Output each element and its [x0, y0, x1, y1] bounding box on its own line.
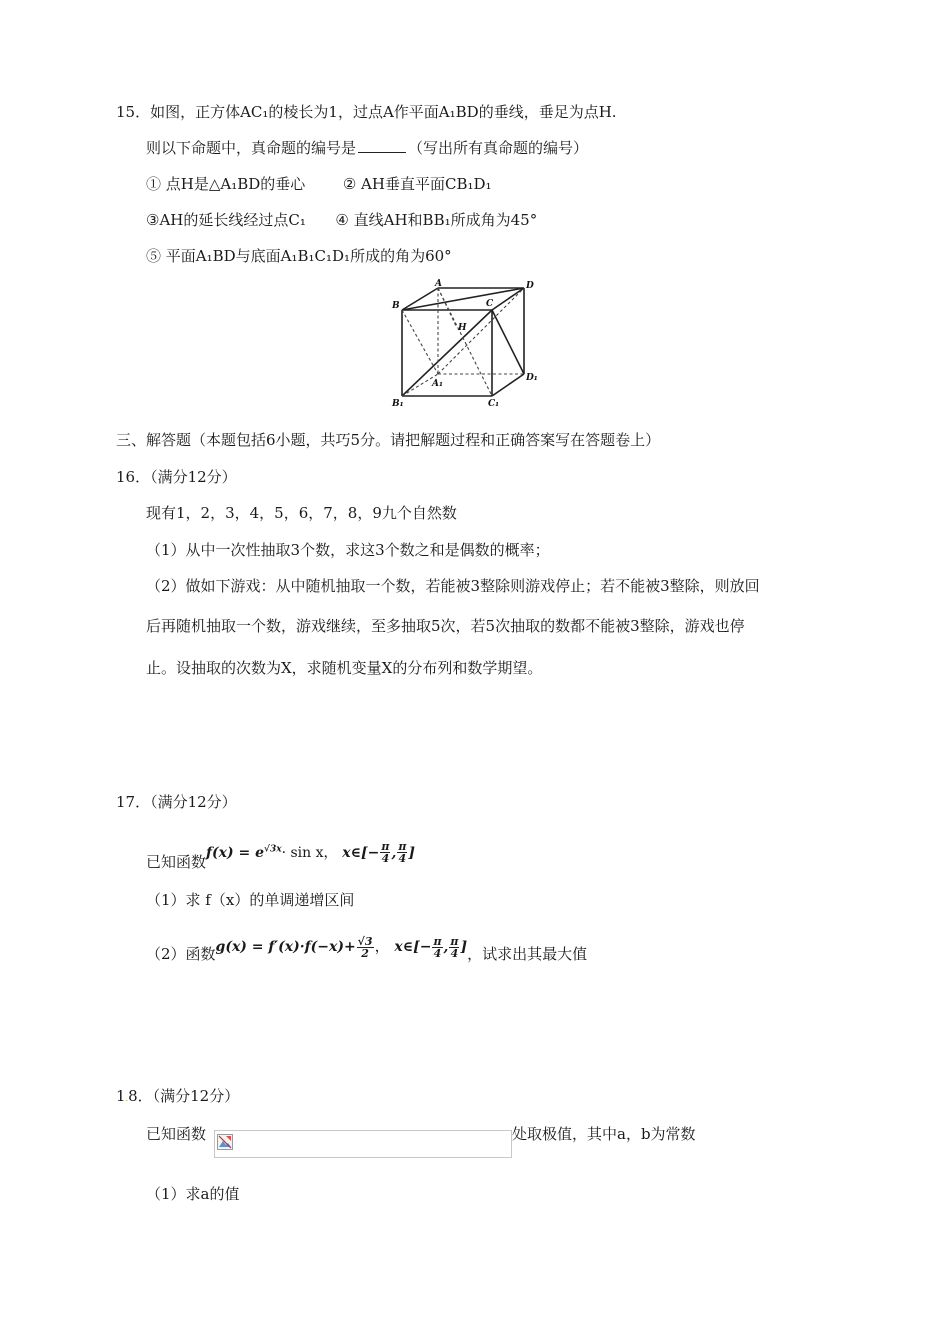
q17-intro-line [146, 834, 415, 871]
q17-part2-label: （2）函数 [146, 945, 216, 963]
f-domain: x∈[− $\frac{\pi}{4}$ , $\frac{\pi}{4}$ ] [342, 840, 415, 866]
q15-option-5: ⑤ 平面A₁BD与底面A₁B₁C₁D₁所成的角为60° [146, 247, 452, 265]
q16-intro: 现有1，2，3，4，5，6，7，8，9九个自然数 [146, 504, 457, 522]
label-B1: B₁ [392, 399, 404, 409]
label-D1: D₁ [526, 373, 538, 383]
q17-part2-tail: ，试求出其最大值 [467, 945, 588, 963]
label-D: D [526, 281, 534, 291]
label-A1: A₁ [432, 379, 443, 389]
q15-question: 则以下命题中，真命题的编号是 [146, 139, 357, 157]
q18-intro-right: 处取极值，其中a，b为常数 [512, 1125, 696, 1143]
answer-blank [358, 138, 406, 153]
q15-option-3: ③AH的延长线经过点C₁ [146, 211, 306, 229]
q18-part1: （1）求a的值 [146, 1185, 240, 1203]
q15-options-row1 [146, 174, 492, 194]
q17-intro: 已知函数 [146, 852, 207, 871]
q15-number: 15． [116, 103, 151, 121]
q18-header: 1.8．（满分12分） [116, 1087, 240, 1105]
q15-line1 [116, 102, 617, 122]
label-C: C [486, 299, 494, 309]
q15-option-2: ② AH垂直平面CB₁D₁ [342, 175, 492, 193]
label-A: A [435, 279, 442, 289]
q18-intro-left: 已知函数 [146, 1125, 207, 1143]
label-B: B [392, 301, 400, 311]
q16-part2-line1: （2）做如下游戏：从中随机抽取一个数，若能被3整除则游戏停止；若不能被3整除，则放回 [146, 577, 760, 595]
q15-instruction: （写出所有真命题的编号） [408, 139, 589, 157]
section-3-heading: 三、解答题（本题包括6小题，共巧5分。请把解题过程和正确答案写在答题卷上） [116, 431, 661, 449]
q17-part1: （1）求 f（x）的单调递增区间 [146, 891, 355, 909]
q17-header: 17．（满分12分） [116, 793, 237, 811]
q15-option-4: ④ 直线AH和BB₁所成角为45° [335, 211, 538, 229]
broken-image-placeholder [214, 1130, 512, 1158]
g-definition: g(x) = f′(x)·f(−x)+ $\frac{√3}{2}$ [215, 934, 373, 960]
g-domain: x∈[− $\frac{\pi}{4}$ , $\frac{\pi}{4}$ ] [394, 934, 468, 960]
q16-part2-line3: 止。设抽取的次数为X，求随机变量X的分布列和数学期望。 [146, 659, 543, 677]
q16-part2-line2: 后再随机抽取一个数，游戏继续，至多抽取5次，若5次抽取的数都不能被3整除，游戏也停 [146, 617, 745, 635]
q16-part1: （1）从中一次性抽取3个数，求这3个数之和是偶数的概率； [146, 541, 550, 559]
q15-option-1: ① 点H是△A₁BD的垂心 [146, 175, 306, 193]
q16-header: 16．（满分12分） [116, 468, 237, 486]
q15-line2 [146, 138, 588, 158]
label-H: H [458, 323, 467, 333]
broken-image-icon [217, 1134, 233, 1150]
q17-part2-line: （2）函数g(x) = f′(x)·f(−x)+ $\frac{√3}{2}$ ， x∈[− $\frac{\pi}{4}$ , $\frac{\pi}{4}$ ]，试求出其最大值 [146, 934, 588, 963]
label-C1: C₁ [488, 399, 500, 409]
cube-figure [388, 276, 548, 412]
q15-options-row2 [146, 210, 537, 230]
q15-stem: 如图，正方体AC₁的棱长为1，过点A作平面A₁BD的垂线，垂足为点H. [150, 103, 617, 121]
q15-options-row3 [146, 246, 452, 266]
f-definition: $f(x) = e^{√3x}\cdot \sin x$， [206, 844, 338, 861]
